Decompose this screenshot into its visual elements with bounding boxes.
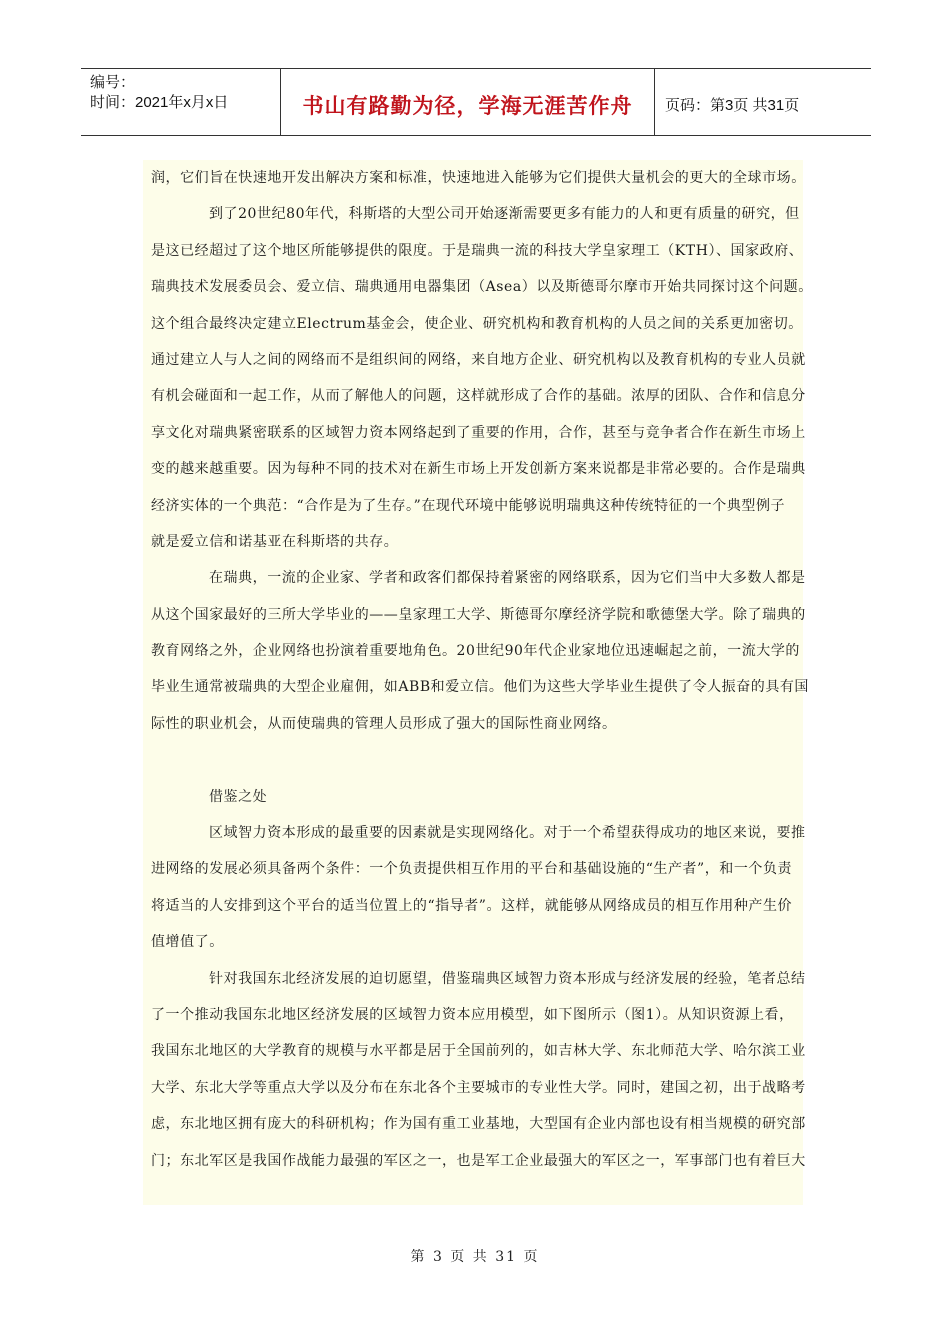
page-header xyxy=(81,68,871,136)
body-line: 门；东北军区是我国作战能力最强的军区之一，也是军工企业最强大的军区之一，军事部门也有着巨大 xyxy=(151,1152,806,1169)
body-line: 享文化对瑞典紧密联系的区域智力资本网络起到了重要的作用，合作，甚至与竞争者合作在新生市场上 xyxy=(151,424,806,441)
body-line: 际性的职业机会，从而使瑞典的管理人员形成了强大的国际性商业网络。 xyxy=(151,715,617,732)
body-line: 通过建立人与人之间的网络而不是组织间的网络，来自地方企业、研究机构以及教育机构的专业人员就 xyxy=(151,351,806,368)
body-line: 瑞典技术发展委员会、爱立信、瑞典通用电器集团（Asea）以及斯德哥尔摩市开始共同探讨这个问题。 xyxy=(151,279,813,296)
body-line: 有机会碰面和一起工作，从而了解他人的问题，这样就形成了合作的基础。浓厚的团队、合作和信息分 xyxy=(151,388,806,405)
body-line: 经济实体的一个典范：“合作是为了生存。”在现代环境中能够说明瑞典这种传统特征的一个典型例子 xyxy=(151,497,786,514)
body-line: 这个组合最终决定建立Electrum基金会，使企业、研究机构和教育机构的人员之间的关系更加密切。 xyxy=(151,315,803,332)
header-motto: 书山有路勤为径，学海无涯苦作舟 xyxy=(302,94,633,118)
document-number: 编号： xyxy=(90,74,136,91)
body-line: 就是爱立信和诺基亚在科斯塔的共存。 xyxy=(151,533,399,550)
document-date: 时间：2021年x月x日 xyxy=(90,94,229,111)
blank-line xyxy=(143,742,803,778)
body-line: 虑，东北地区拥有庞大的科研机构；作为国有重工业基地，大型国有企业内部也设有相当规模的研究部 xyxy=(151,1116,806,1133)
body-line: 我国东北地区的大学教育的规模与水平都是居于全国前列的，如吉林大学、东北师范大学、哈尔滨工业 xyxy=(151,1043,806,1060)
body-line: 了一个推动我国东北地区经济发展的区域智力资本应用模型，如下图所示（图1）。从知识资源上看， xyxy=(151,1006,794,1023)
body-line: 是这已经超过了这个地区所能够提供的限度。于是瑞典一流的科技大学皇家理工（KTH）、国家政府、 xyxy=(151,242,804,259)
document-body xyxy=(143,160,813,1205)
paragraph-start: 到了20世纪80年代，科斯塔的大型公司开始逐渐需要更多有能力的人和更有质量的研究，但 xyxy=(209,206,800,223)
body-line: 将适当的人安排到这个平台的适当位置上的“指导者”。这样，就能够从网络成员的相互作用种产生价 xyxy=(151,897,793,914)
body-line: 从这个国家最好的三所大学毕业的——皇家理工大学、斯德哥尔摩经济学院和歌德堡大学。除了瑞典的 xyxy=(151,606,806,623)
body-line: 教育网络之外，企业网络也扮演着重要地角色。20世纪90年代企业家地位迅速崛起之前，一流大学的 xyxy=(151,643,800,660)
header-meta xyxy=(81,69,281,135)
page-footer xyxy=(0,1246,950,1266)
header-page-info xyxy=(655,69,871,135)
section-heading: 借鉴之处 xyxy=(209,788,268,805)
paragraph-start: 针对我国东北经济发展的迫切愿望，借鉴瑞典区域智力资本形成与经济发展的经验，笔者总结 xyxy=(209,970,806,987)
header-page-number: 页码：第3页 共31页 xyxy=(665,96,800,114)
body-line: 进网络的发展必须具备两个条件：一个负责提供相互作用的平台和基础设施的“生产者”，和一个负责 xyxy=(151,861,793,878)
body-line: 润，它们旨在快速地开发出解决方案和标准，快速地进入能够为它们提供大量机会的更大的全球市场。 xyxy=(151,170,806,186)
footer-page-number: 第 3 页 共 31 页 xyxy=(410,1249,540,1265)
body-line: 大学、东北大学等重点大学以及分布在东北各个主要城市的专业性大学。同时，建国之初，出于战略考 xyxy=(151,1079,806,1096)
body-line: 值增值了。 xyxy=(151,934,224,951)
body-line: 变的越来越重要。因为每种不同的技术对在新生市场上开发创新方案来说都是非常必要的。合作是瑞典 xyxy=(151,461,806,478)
paragraph-start: 区域智力资本形成的最重要的因素就是实现网络化。对于一个希望获得成功的地区来说，要推 xyxy=(209,825,806,842)
paragraph-start: 在瑞典，一流的企业家、学者和政客们都保持着紧密的网络联系，因为它们当中大多数人都是 xyxy=(209,570,806,587)
header-motto-cell xyxy=(281,69,655,135)
body-line: 毕业生通常被瑞典的大型企业雇佣，如ABB和爱立信。他们为这些大学毕业生提供了令人振奋的具有国 xyxy=(151,679,809,696)
